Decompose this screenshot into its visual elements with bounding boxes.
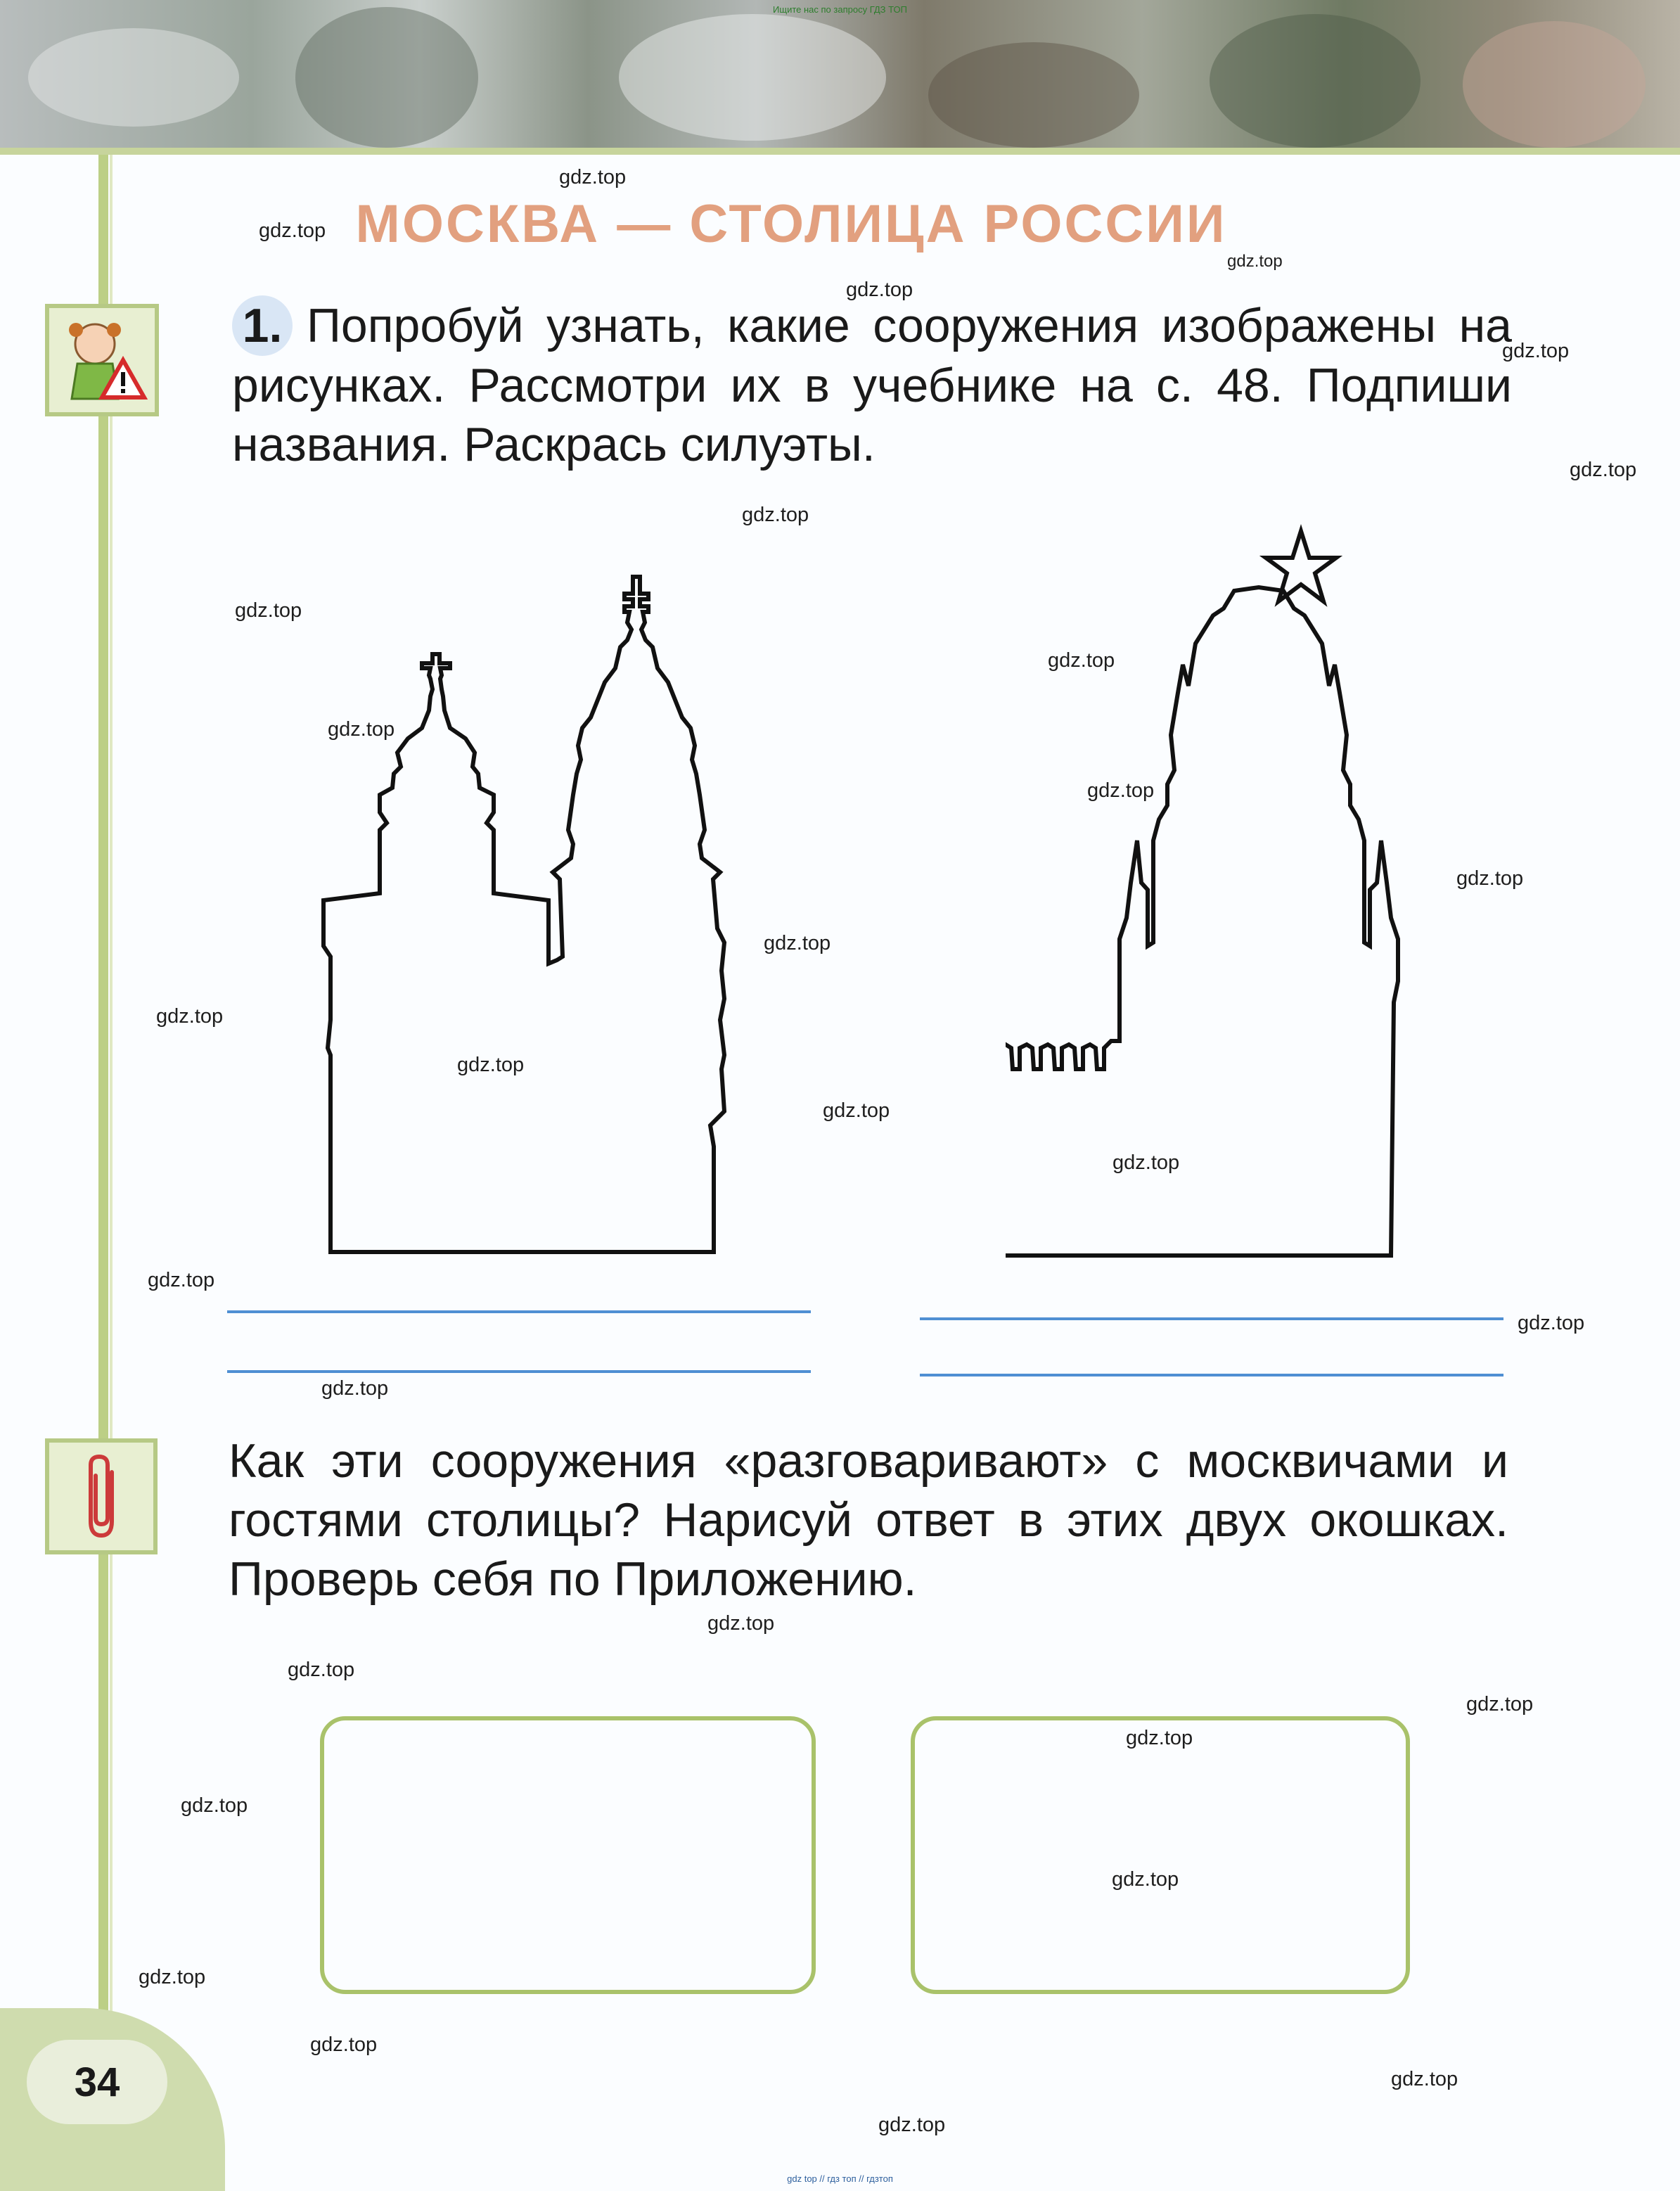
task-1 [232, 295, 1512, 474]
watermark: gdz.top [1087, 779, 1155, 802]
watermark: gdz.top [235, 599, 302, 622]
watermark: gdz.top [1048, 649, 1115, 672]
bottom-note: gdz top // гдз топ // гдзтоп [787, 2173, 893, 2184]
kremlin-tower-silhouette [1006, 524, 1406, 1263]
left-margin-band-light [110, 155, 113, 2089]
page-title: МОСКВА — СТОЛИЦА РОССИИ [355, 194, 1227, 254]
watermark: gdz.top [139, 1966, 206, 1988]
paperclip-icon [45, 1438, 158, 1554]
girl-warning-icon [45, 304, 159, 416]
watermark: gdz.top [707, 1612, 775, 1635]
top-note: Ищите нас по запросу ГДЗ ТОП [773, 4, 907, 15]
watermark: gdz.top [310, 2033, 378, 2056]
watermark: gdz.top [259, 219, 326, 242]
watermark: gdz.top [156, 1005, 224, 1028]
question-text: Как эти сооружения «разговаривают» с москвичами и гостями столицы? Нарисуй ответ в этих двух окошках. Проверь себя по Приложению. [229, 1434, 1508, 1606]
watermark: gdz.top [1227, 252, 1283, 271]
watermark: gdz.top [1391, 2068, 1458, 2090]
watermark: gdz.top [1570, 459, 1637, 481]
page-number: 34 [27, 2040, 167, 2124]
girl-warning-icon-drawing [56, 314, 148, 406]
watermark: gdz.top [559, 166, 627, 189]
watermark: gdz.top [181, 1794, 248, 1817]
answer-line-left-2[interactable] [227, 1370, 811, 1373]
watermark: gdz.top [1466, 1693, 1534, 1716]
watermark: gdz.top [328, 718, 395, 741]
answer-line-right-1[interactable] [920, 1317, 1503, 1320]
watermark: gdz.top [457, 1054, 525, 1076]
left-margin-band [98, 155, 108, 2089]
watermark: gdz.top [1126, 1727, 1193, 1749]
watermark: gdz.top [742, 504, 809, 526]
answer-line-left-1[interactable] [227, 1310, 811, 1313]
watermark: gdz.top [148, 1269, 215, 1291]
watermark: gdz.top [1518, 1312, 1585, 1334]
drawing-box-left[interactable] [320, 1716, 816, 1994]
cathedral-silhouette [309, 563, 731, 1259]
watermark: gdz.top [288, 1659, 355, 1681]
watermark: gdz.top [846, 279, 913, 301]
watermark: gdz.top [321, 1377, 389, 1400]
watermark: gdz.top [1456, 867, 1524, 890]
task-1-text: Попробуй узнать, какие сооружения изображены на рисунках. Рассмотри их в учебнике на с. 48. Подпиши названия. Раскрась силуэты. [232, 299, 1512, 471]
header-photo-strip [0, 0, 1680, 155]
watermark: gdz.top [1502, 340, 1570, 362]
watermark: gdz.top [823, 1099, 890, 1122]
watermark: gdz.top [1112, 1868, 1179, 1891]
answer-line-right-2[interactable] [920, 1374, 1503, 1376]
task-number: 1. [232, 295, 293, 356]
watermark: gdz.top [764, 932, 831, 954]
paperclip-icon-drawing [77, 1451, 126, 1542]
watermark: gdz.top [878, 2114, 946, 2136]
watermark: gdz.top [1112, 1151, 1180, 1174]
drawing-box-right[interactable] [911, 1716, 1410, 1994]
